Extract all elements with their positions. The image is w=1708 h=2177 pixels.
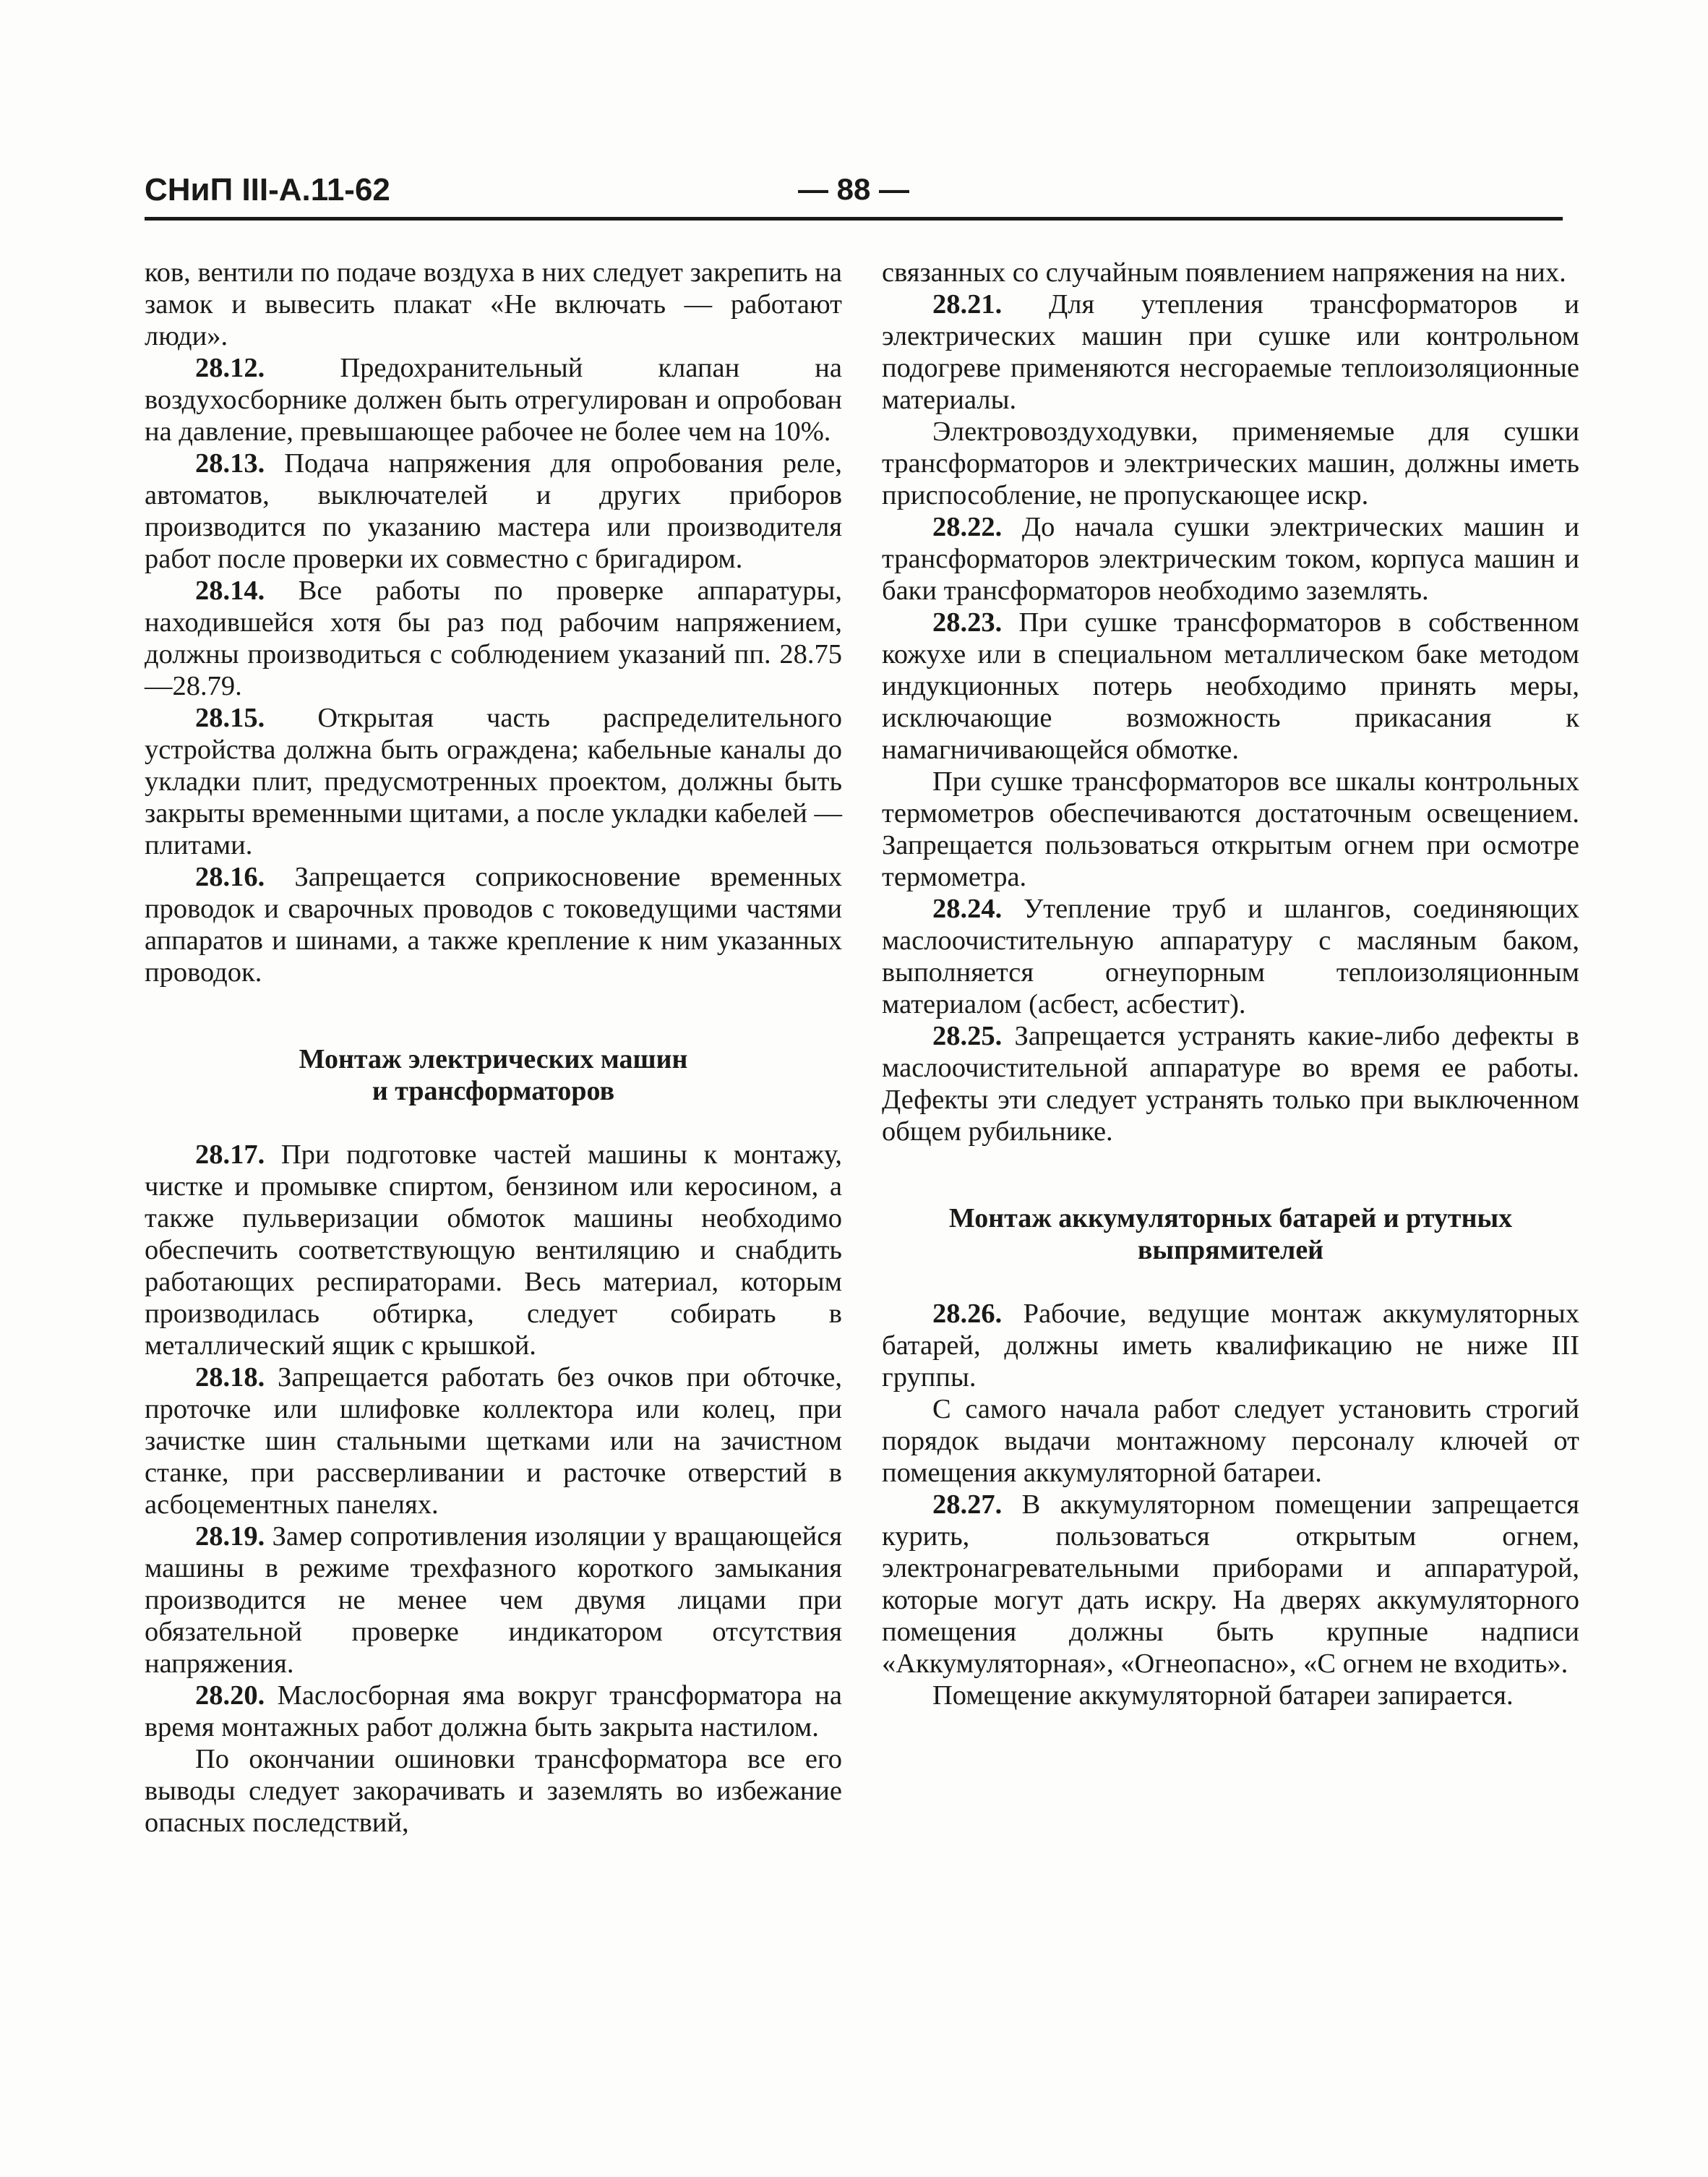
clause-28-14: 28.14. Все работы по проверке аппаратуры, находившейся хотя бы раз под рабочим напряжением, должны производиться с соблюдением указаний пп. 28.75—28.79. <box>145 576 842 701</box>
section-heading-accumulator-batteries: Монтаж аккумуляторных батарей и ртутных выпрямителей <box>948 1203 1513 1265</box>
clause-number: 28.27. <box>932 1489 1003 1520</box>
clause-number: 28.25. <box>932 1021 1003 1051</box>
clause-number: 28.15. <box>195 703 265 733</box>
paragraph: По окончании ошиновки трансформатора все его выводы следует закорачивать и заземлять во избежание опасных последствий, <box>145 1744 842 1838</box>
clause-28-13: 28.13. Подача напряжения для опробования реле, автоматов, выключателей и других приборов производится по указанию мастера или производителя работ после проверки их совместно с бригадиром. <box>145 448 842 574</box>
document-code: СНиП III-А.11-62 <box>145 172 390 208</box>
right-column <box>882 257 1579 1711</box>
clause-number: 28.26. <box>932 1299 1003 1329</box>
clause-28-23: 28.23. При сушке трансформаторов в собственном кожухе или в специальном металлическом баке методом индукционных потерь необходимо принять меры, исключающие возможность прикасания к намагничивающейся обмотке. <box>882 607 1579 765</box>
left-column <box>145 257 842 1839</box>
clause-number: 28.14. <box>195 576 265 606</box>
clause-28-26: 28.26. Рабочие, ведущие монтаж аккумуляторных батарей, должны иметь квалификацию не ниже III группы. <box>882 1299 1579 1393</box>
clause-28-12: 28.12. Предохранительный клапан на воздухосборнике должен быть отрегулирован и опробован на давление, превышающее рабочее не более чем на 10%. <box>145 353 842 447</box>
clause-28-19: 28.19. Замер сопротивления изоляции у вращающейся машины в режиме трехфазного короткого замыкания производится не менее чем двумя лицами при обязательной проверке индикатором отсутствия напряжения. <box>145 1521 842 1679</box>
clause-number: 28.17. <box>195 1139 265 1170</box>
clause-number: 28.23. <box>932 607 1003 638</box>
clause-number: 28.16. <box>195 862 265 892</box>
paragraph: С самого начала работ следует установить строгий порядок выдачи монтажному персоналу ключей от помещения аккумуляторной батареи. <box>882 1394 1579 1488</box>
clause-28-18: 28.18. Запрещается работать без очков при обточке, проточке или шлифовке коллектора или колец, при зачистке шин стальными щетками или на зачистном станке, при рассверливании и расточке отверстий в асбоцементных панелях. <box>145 1362 842 1520</box>
page-number: — 88 — <box>797 172 910 206</box>
header-rule <box>145 217 1563 221</box>
clause-28-20: 28.20. Маслосборная яма вокруг трансформатора на время монтажных работ должна быть закрыта настилом. <box>145 1680 842 1742</box>
paragraph: Помещение аккумуляторной батареи запирается. <box>932 1680 1514 1711</box>
clause-number: 28.21. <box>932 289 1003 320</box>
clause-28-15: 28.15. Открытая часть распределительного устройства должна быть ограждена; кабельные каналы до укладки плит, предусмотренных проектом, должны быть закрыты временными щитами, а после укладки кабелей — плитами. <box>145 703 842 860</box>
clause-number: 28.18. <box>195 1362 265 1393</box>
clause-28-17: 28.17. При подготовке частей машины к монтажу, чистке и промывке спиртом, бензином или керосином, а также пульверизации обмоток машины необходимо обеспечить соответствующую вентиляцию и снабдить работающих респираторами. Весь материал, которым производилась обтирка, следует собирать в металлический ящик с крышкой. <box>145 1139 842 1361</box>
clause-number: 28.24. <box>932 894 1003 924</box>
clause-28-21: 28.21. Для утепления трансформаторов и электрических машин при сушке или контрольном подогреве применяются несгораемые теплоизоляционные материалы. <box>882 289 1579 415</box>
clause-number: 28.20. <box>195 1680 265 1711</box>
paragraph-continuation: ков, вентили по подаче воздуха в них следует закрепить на замок и вывесить плакат «Не включать — работают люди». <box>145 257 842 351</box>
page-header <box>145 172 1563 215</box>
clause-28-25: 28.25. Запрещается устранять какие-либо дефекты в маслоочистительной аппаратуре во время ее работы. Дефекты эти следует устранять только при выключенном общем рубильнике. <box>882 1021 1579 1147</box>
clause-number: 28.22. <box>932 512 1003 542</box>
paragraph: Электровоздуходувки, применяемые для сушки трансформаторов и электрических машин, должны иметь приспособление, не пропускающее искр. <box>882 416 1579 510</box>
clause-number: 28.19. <box>195 1521 265 1552</box>
section-heading-electric-machines: Монтаж электрических машин и трансформаторов <box>299 1044 688 1106</box>
paragraph: При сушке трансформаторов все шкалы контрольных термометров обеспечиваются достаточным освещением. Запрещается пользоваться открытым огнем при осмотре термометра. <box>882 766 1579 892</box>
clause-28-22: 28.22. До начала сушки электрических машин и трансформаторов электрическим током, корпуса машин и баки трансформаторов необходимо заземлять. <box>882 512 1579 606</box>
clause-number: 28.12. <box>195 353 265 383</box>
clause-28-27: 28.27. В аккумуляторном помещении запрещается курить, пользоваться открытым огнем, электронагревательными приборами и аппаратурой, которые могут дать искру. На дверях аккумуляторного помещения должны быть крупные надписи «Аккумуляторная», «Огнеопасно», «С огнем не входить». <box>882 1489 1579 1679</box>
clause-28-16: 28.16. Запрещается соприкосновение временных проводок и сварочных проводов с токоведущими частями аппаратов и шинами, а также крепление к ним указанных проводок. <box>145 862 842 988</box>
clause-number: 28.13. <box>195 448 265 479</box>
clause-28-24: 28.24. Утепление труб и шлангов, соединяющих маслоочистительную аппаратуру с масляным баком, выполняется огнеупорным теплоизоляционным материалом (асбест, асбестит). <box>882 894 1579 1019</box>
paragraph-continuation: связанных со случайным появлением напряжения на них. <box>882 257 1566 288</box>
